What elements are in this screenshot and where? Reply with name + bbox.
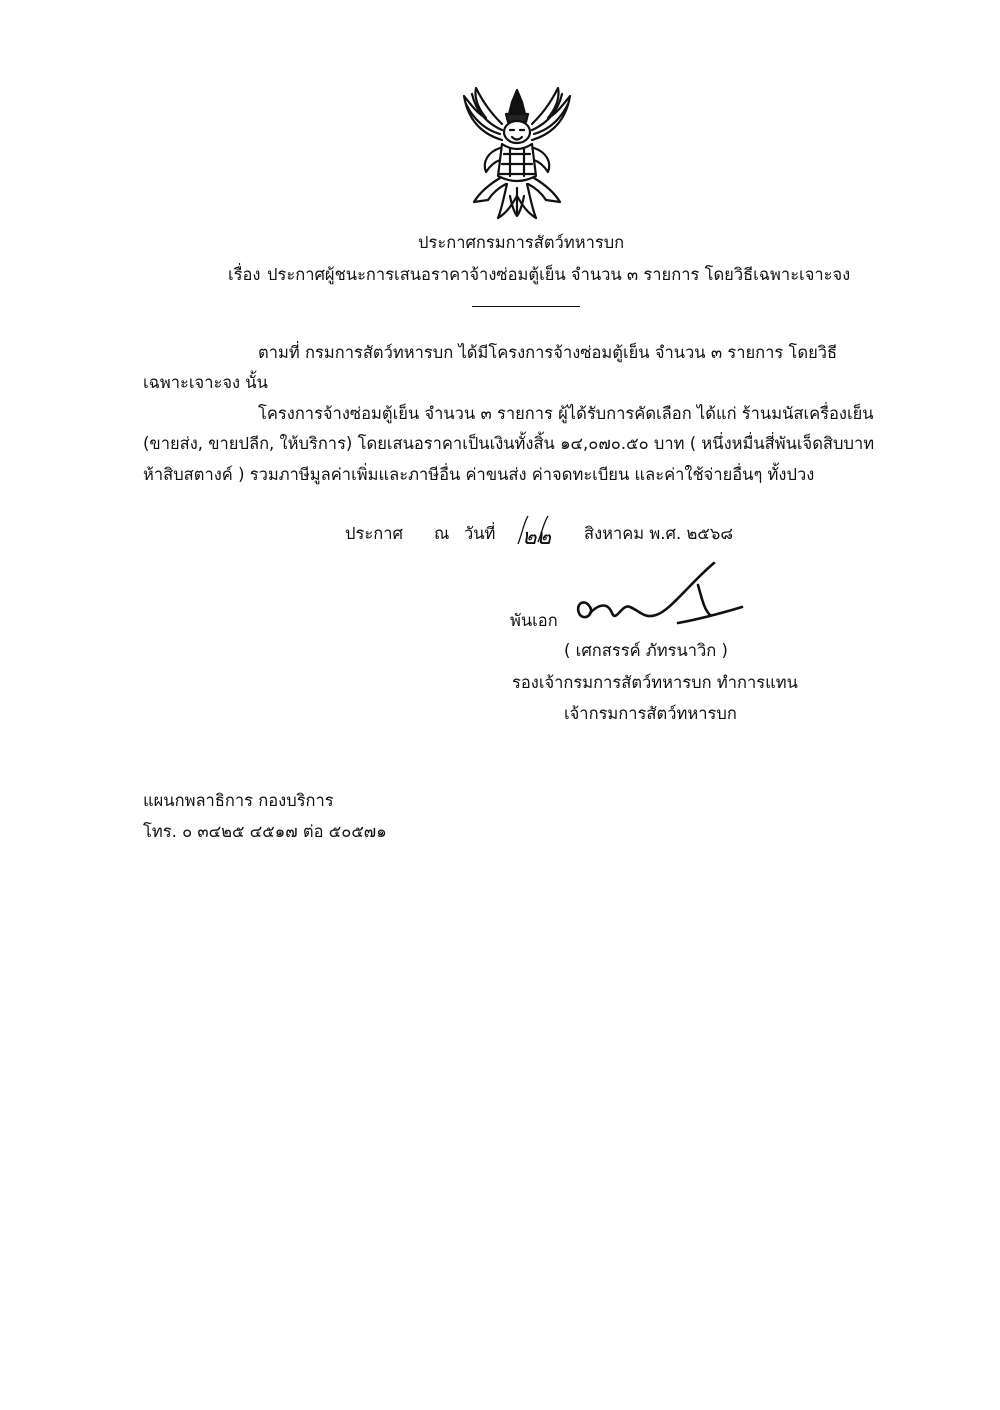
- signatory-name: ( เศกสรรค์ ภัทรนาวิก ): [564, 641, 728, 660]
- paragraph-2-line-2: (ขายส่ง, ขายปลีก, ให้บริการ) โดยเสนอราคาเป็นเงินทั้งสิ้น ๑๔,๐๗๐.๕๐ บาท ( หนึ่งหมื่นสี่พันเจ็ดสิบบาท: [143, 434, 875, 453]
- signatory-rank: พันเอก: [510, 611, 558, 630]
- paragraph-1-line-1: ตามที่ กรมการสัตว์ทหารบก ได้มีโครงการจ้างซ่อมตู้เย็น จำนวน ๓ รายการ โดยวิธี: [258, 343, 838, 362]
- footer-phone: โทร. ๐ ๓๔๒๕ ๔๕๑๗ ต่อ ๕๐๕๗๑: [143, 822, 387, 841]
- footer-office: แผนกพลาธิการ กองบริการ: [143, 791, 334, 810]
- month-year: สิงหาคม พ.ศ. ๒๕๖๘: [584, 524, 734, 543]
- handwriting-strokes: [508, 512, 578, 552]
- signatory-position-line-1: รองเจ้ากรมการสัตว์ทหารบก ทำการแทน: [512, 673, 798, 692]
- date-word: วันที่: [464, 524, 496, 543]
- paragraph-1-line-2: เฉพาะเจาะจง นั้น: [143, 373, 268, 392]
- subject-label: เรื่อง: [228, 265, 261, 284]
- handwritten-day-text: ๒๒: [522, 525, 552, 550]
- at-word: ณ: [434, 524, 450, 543]
- signature-mark: [560, 555, 760, 640]
- paragraph-2-line-1: โครงการจ้างซ่อมตู้เย็น จำนวน ๓ รายการ ผู้ได้รับการคัดเลือก ได้แก่ ร้านมนัสเครื่องเย็น: [258, 404, 874, 423]
- signatory-position-line-2: เจ้ากรมการสัตว์ทหารบก: [564, 704, 737, 723]
- issuer-title: ประกาศกรมการสัตว์ทหารบก: [418, 233, 625, 252]
- announce-word: ประกาศ: [345, 524, 403, 543]
- paragraph-2-line-3: ห้าสิบสตางค์ ) รวมภาษีมูลค่าเพิ่มและภาษีอื่น ค่าขนส่ง ค่าจดทะเบียน และค่าใช้จ่ายอื่นๆ ทั้งปวง: [143, 465, 815, 484]
- garuda-emblem-icon: [452, 84, 582, 222]
- subject-text: ประกาศผู้ชนะการเสนอราคาจ้างซ่อมตู้เย็น จำนวน ๓ รายการ โดยวิธีเฉพาะเจาะจง: [267, 265, 851, 284]
- title-divider: [472, 306, 580, 307]
